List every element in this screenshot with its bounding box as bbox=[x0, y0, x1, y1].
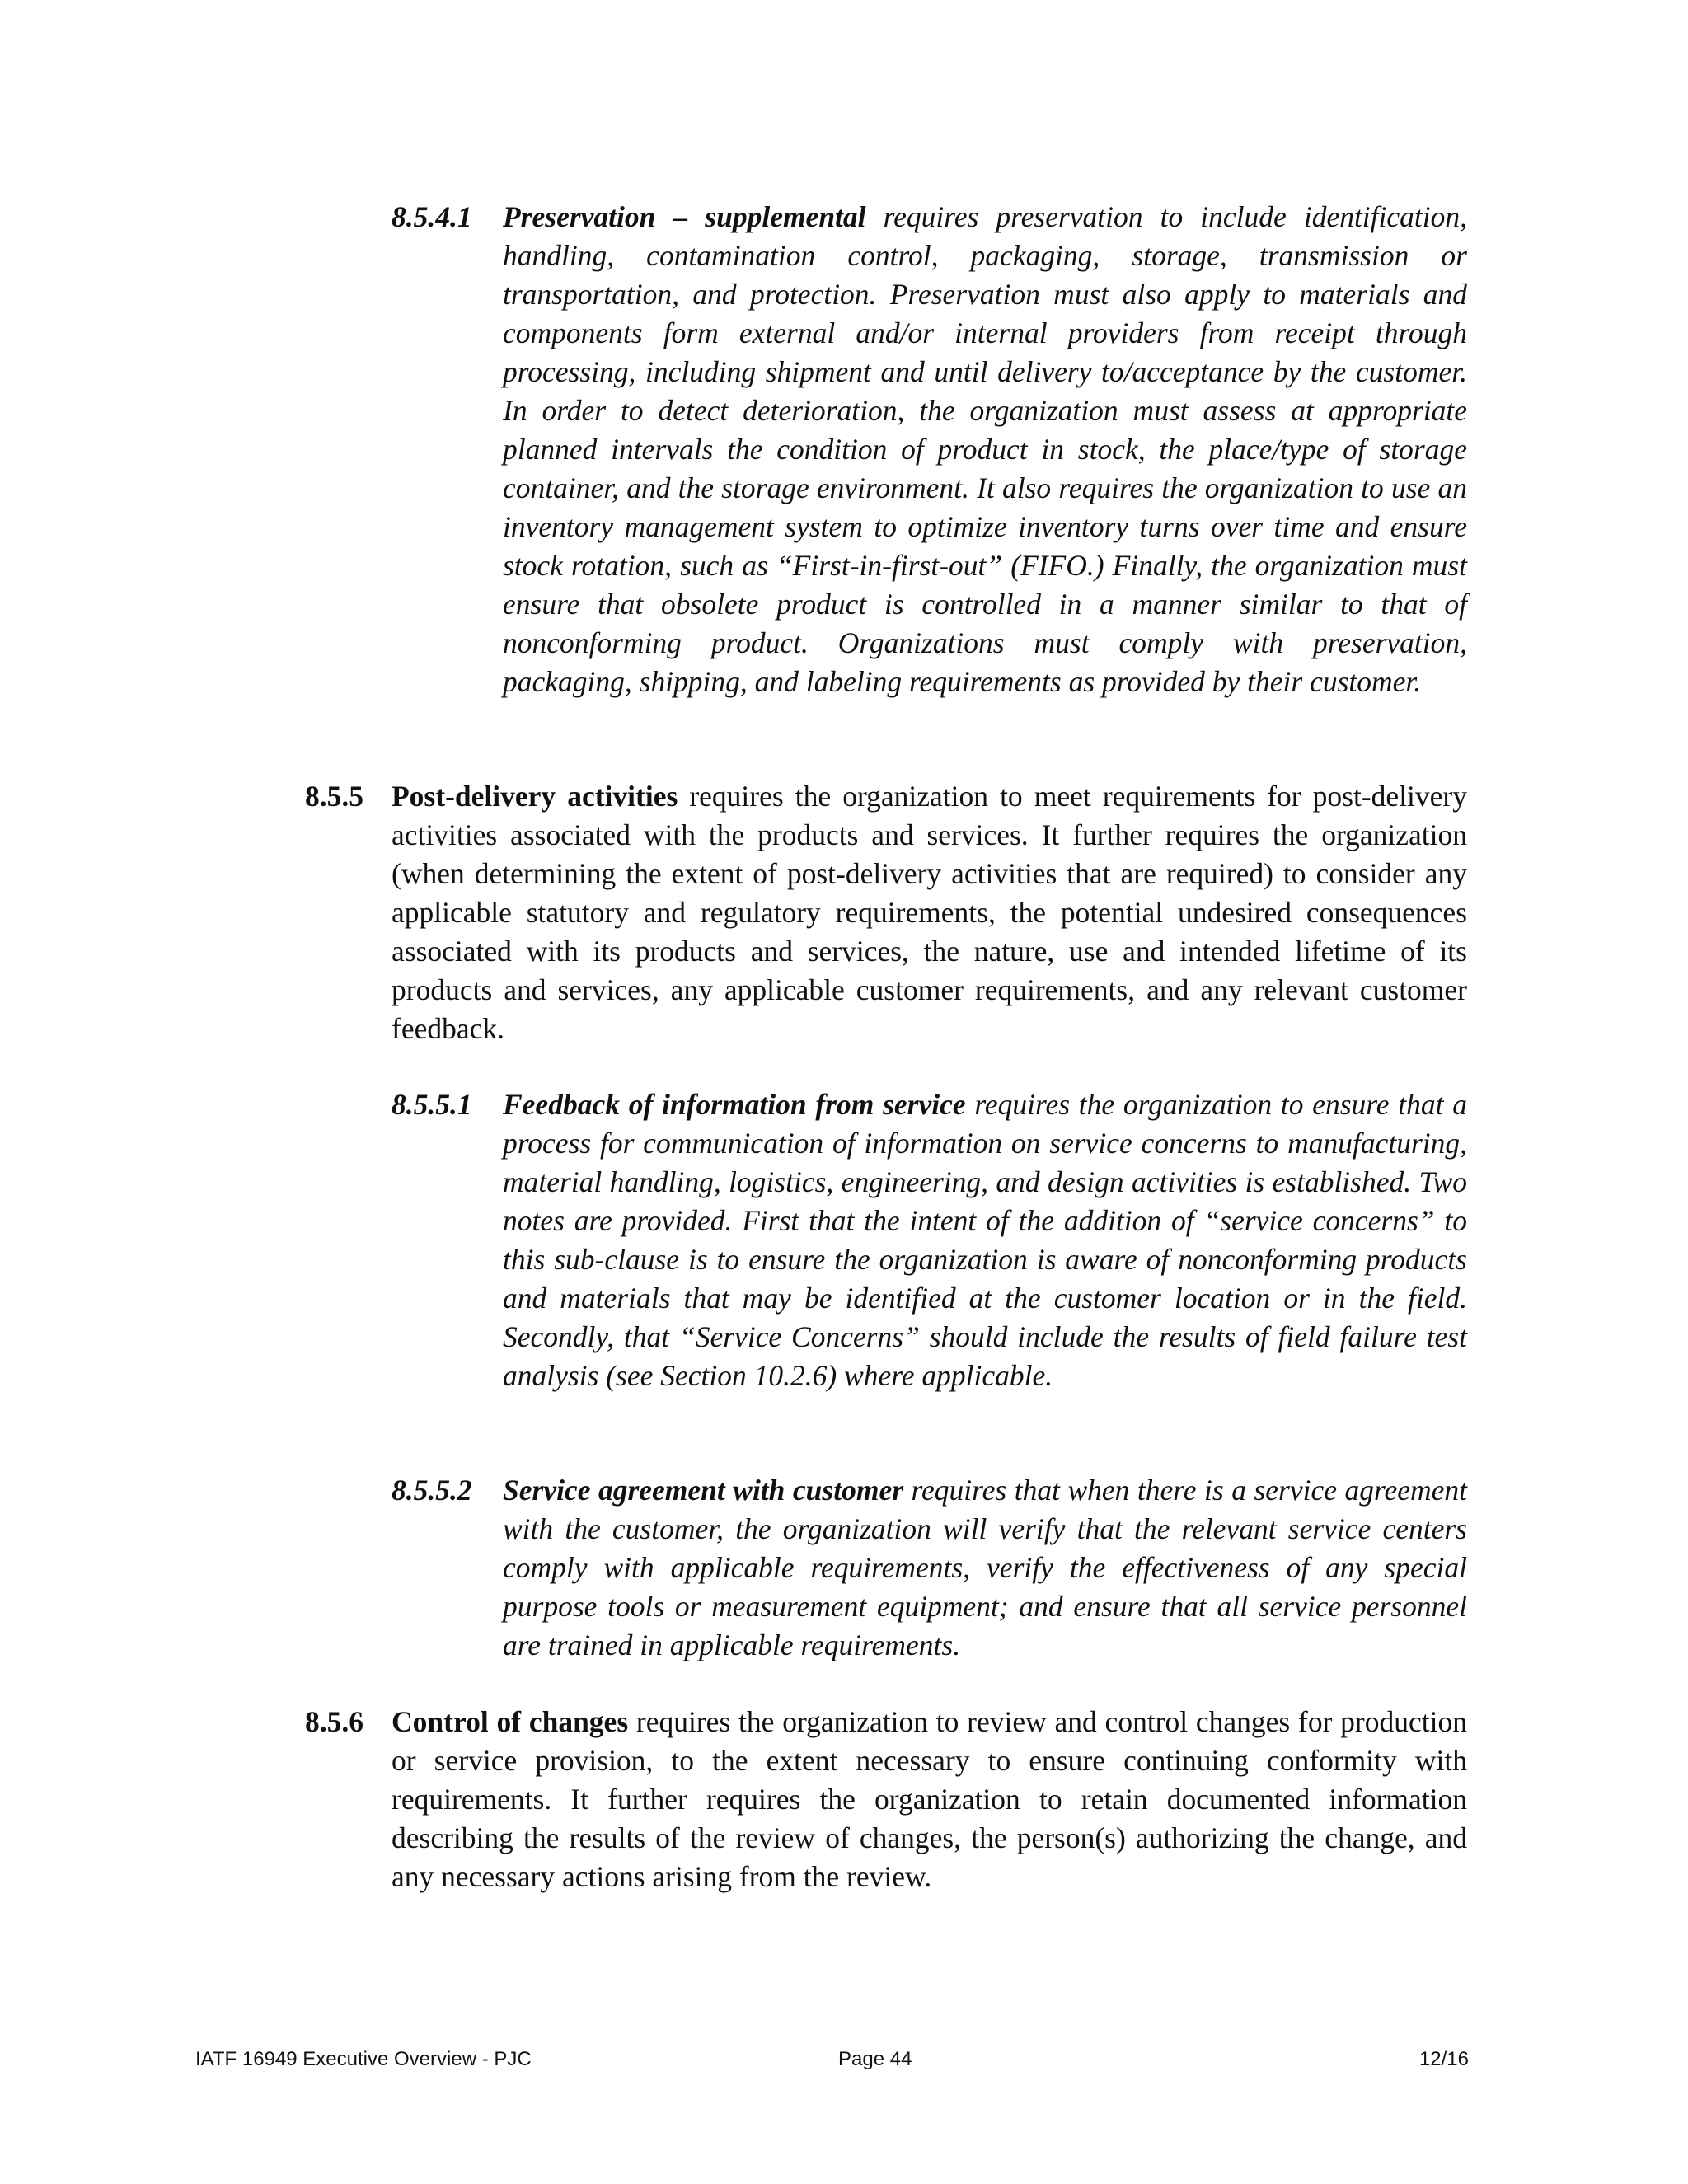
section-8-5-6 bbox=[305, 1703, 1467, 1896]
section-number: 8.5.4.1 bbox=[392, 200, 472, 233]
section-8-5-5-1 bbox=[392, 1085, 1467, 1395]
section-8-5-4-1 bbox=[392, 198, 1468, 701]
section-body bbox=[392, 1703, 1467, 1896]
section-text: requires that when there is a service agreement with the customer, the organization will verify that the relevant service centers comply with applicable requirements, verify the effectiveness of any special purpose tools or measurement equipment; and ensure that all service personnel are trained in applicable requirements. bbox=[503, 1474, 1468, 1661]
page-footer bbox=[195, 2048, 1469, 2076]
section-number: 8.5.5.2 bbox=[392, 1474, 472, 1507]
footer-page-number: Page 44 bbox=[838, 2048, 912, 2070]
section-number: 8.5.6 bbox=[305, 1705, 363, 1738]
section-title: Feedback of information from service bbox=[503, 1088, 966, 1121]
section-text: requires the organization to review and control changes for production or service provision, to the extent necessary to ensure continuing conformity with requirements. It further requires the organization to retain documented information describing the results of the review of changes, the person(s) authorizing the change, and any necessary actions arising from the review. bbox=[392, 1705, 1467, 1893]
section-text: requires preservation to include identification, handling, contamination control, packaging, storage, transmission or transportation, and protection. Preservation must also apply to materials and components form external and/or internal providers from receipt through processing, including shipment and until delivery to/acceptance by the customer. In order to detect deterioration, the organization must assess at appropriate planned intervals the condition of product in stock, the place/type of storage container, and the storage environment. It also requires the organization to use an inventory management system to optimize inventory turns over time and ensure stock rotation, such as “First-in-first-out” (FIFO.) Finally, the organization must ensure that obsolete product is controlled in a manner similar to that of nonconforming product. Organizations must comply with preservation, packaging, shipping, and labeling requirements as provided by their customer. bbox=[503, 200, 1468, 698]
section-text: requires the organization to meet requirements for post-delivery activities associated with the products and services. It further requires the organization (when determining the extent of post-delivery activities that are required) to consider any applicable statutory and regulatory requirements, the potential undesired consequences associated with its products and services, the nature, use and intended lifetime of its products and services, any applicable customer requirements, and any relevant customer feedback. bbox=[392, 780, 1467, 1045]
section-title: Service agreement with customer bbox=[503, 1474, 904, 1507]
footer-date: 12/16 bbox=[1418, 2048, 1469, 2070]
section-title: Preservation – supplemental bbox=[503, 200, 866, 233]
footer-document-title: IATF 16949 Executive Overview - PJC bbox=[195, 2048, 532, 2070]
section-body bbox=[503, 1085, 1467, 1395]
section-body bbox=[503, 1471, 1467, 1665]
section-text: requires the organization to ensure that a process for communication of information on service concerns to manufacturing, material handling, logistics, engineering, and design activities is established. Two notes are provided. First that the intent of the addition of “service concerns” to this sub-clause is to ensure the organization is aware of nonconforming products and materials that may be identified at the customer location or in the field. Secondly, that “Service Concerns” should include the results of field failure test analysis (see Section 10.2.6) where applicable. bbox=[503, 1088, 1467, 1392]
section-8-5-5 bbox=[305, 777, 1467, 1048]
section-body bbox=[392, 777, 1467, 1048]
section-body bbox=[503, 198, 1467, 701]
section-number: 8.5.5 bbox=[305, 780, 363, 813]
section-8-5-5-2 bbox=[392, 1471, 1468, 1665]
section-title: Control of changes bbox=[392, 1705, 629, 1738]
section-title: Post-delivery activities bbox=[392, 780, 678, 813]
section-number: 8.5.5.1 bbox=[392, 1088, 472, 1121]
